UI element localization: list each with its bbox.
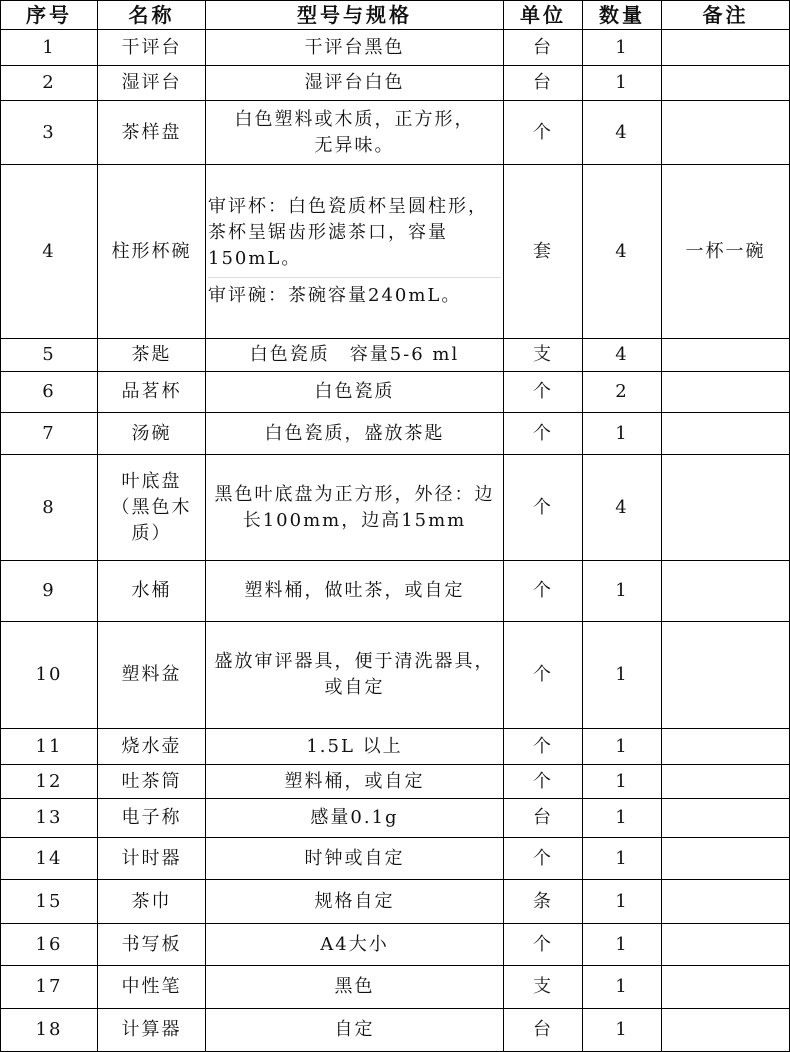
cell-qty: 1 bbox=[583, 561, 662, 622]
table-row bbox=[1, 66, 790, 101]
cell-qty: 4 bbox=[583, 101, 662, 165]
cell-note bbox=[662, 1009, 790, 1052]
cell-note bbox=[662, 799, 790, 838]
table-row bbox=[1, 372, 790, 413]
cell-no: 3 bbox=[1, 101, 98, 165]
cell-name: 电子称 bbox=[98, 799, 206, 838]
cell-unit: 个 bbox=[504, 101, 583, 165]
cell-qty: 1 bbox=[583, 30, 662, 66]
cell-unit: 个 bbox=[504, 372, 583, 413]
cell-spec: 自定 bbox=[206, 1009, 504, 1052]
cell-unit: 支 bbox=[504, 966, 583, 1009]
spec-cup: 审评杯：白色瓷质杯呈圆柱形，茶杯呈锯齿形滤茶口，容量150mL。 bbox=[208, 196, 488, 269]
header-note: 备注 bbox=[662, 1, 790, 30]
cell-name: 书写板 bbox=[98, 924, 206, 966]
cell-unit: 个 bbox=[504, 765, 583, 799]
cell-no: 16 bbox=[1, 924, 98, 966]
cell-qty: 4 bbox=[583, 339, 662, 372]
cell-spec: 1.5L 以上 bbox=[206, 729, 504, 765]
cell-unit: 个 bbox=[504, 455, 583, 561]
cell-unit: 个 bbox=[504, 622, 583, 729]
cell-qty: 1 bbox=[583, 765, 662, 799]
cell-spec bbox=[206, 165, 504, 339]
cell-no: 8 bbox=[1, 455, 98, 561]
cell-unit: 支 bbox=[504, 339, 583, 372]
cell-spec: 白色瓷质，盛放茶匙 bbox=[206, 413, 504, 455]
cell-name: 水桶 bbox=[98, 561, 206, 622]
cell-unit: 个 bbox=[504, 838, 583, 880]
cell-qty: 1 bbox=[583, 66, 662, 101]
cell-note bbox=[662, 924, 790, 966]
table-row bbox=[1, 101, 790, 165]
header-spec: 型号与规格 bbox=[206, 1, 504, 30]
cell-no: 2 bbox=[1, 66, 98, 101]
cell-unit: 个 bbox=[504, 561, 583, 622]
cell-note bbox=[662, 838, 790, 880]
table-row bbox=[1, 799, 790, 838]
cell-qty: 1 bbox=[583, 799, 662, 838]
cell-name: 叶底盘（黑色木质） bbox=[98, 455, 206, 561]
header-no: 序号 bbox=[1, 1, 98, 30]
cell-note bbox=[662, 339, 790, 372]
cell-qty: 1 bbox=[583, 729, 662, 765]
cell-note bbox=[662, 880, 790, 924]
table-row bbox=[1, 165, 790, 339]
cell-no: 13 bbox=[1, 799, 98, 838]
cell-note bbox=[662, 455, 790, 561]
header-name: 名称 bbox=[98, 1, 206, 30]
cell-note bbox=[662, 101, 790, 165]
cell-spec: 塑料桶，做吐茶，或自定 bbox=[206, 561, 504, 622]
cell-note bbox=[662, 729, 790, 765]
cell-name: 计时器 bbox=[98, 838, 206, 880]
cell-note bbox=[662, 413, 790, 455]
cell-spec: 白色瓷质 bbox=[206, 372, 504, 413]
cell-unit: 个 bbox=[504, 729, 583, 765]
cell-name: 吐茶筒 bbox=[98, 765, 206, 799]
cell-spec: 规格自定 bbox=[206, 880, 504, 924]
cell-qty: 1 bbox=[583, 622, 662, 729]
cell-name: 计算器 bbox=[98, 1009, 206, 1052]
cell-name: 汤碗 bbox=[98, 413, 206, 455]
cell-no: 5 bbox=[1, 339, 98, 372]
cell-no: 11 bbox=[1, 729, 98, 765]
cell-unit: 台 bbox=[504, 30, 583, 66]
cell-unit: 台 bbox=[504, 1009, 583, 1052]
cell-no: 1 bbox=[1, 30, 98, 66]
cell-unit: 个 bbox=[504, 413, 583, 455]
cell-spec: 黑色 bbox=[206, 966, 504, 1009]
table-row bbox=[1, 561, 790, 622]
cell-spec: 感量0.1g bbox=[206, 799, 504, 838]
cell-note: 一杯一碗 bbox=[662, 165, 790, 339]
cell-note bbox=[662, 372, 790, 413]
cell-spec: 时钟或自定 bbox=[206, 838, 504, 880]
cell-spec: 盛放审评器具，便于清洗器具，或自定 bbox=[206, 622, 504, 729]
table-row bbox=[1, 880, 790, 924]
cell-note bbox=[662, 765, 790, 799]
cell-no: 6 bbox=[1, 372, 98, 413]
cell-qty: 1 bbox=[583, 924, 662, 966]
table-row bbox=[1, 966, 790, 1009]
cell-note bbox=[662, 561, 790, 622]
table-row bbox=[1, 413, 790, 455]
cell-name: 茶巾 bbox=[98, 880, 206, 924]
cell-no: 17 bbox=[1, 966, 98, 1009]
cell-name: 烧水壶 bbox=[98, 729, 206, 765]
cell-spec: 白色塑料或木质，正方形，无异味。 bbox=[206, 101, 504, 165]
cell-note bbox=[662, 66, 790, 101]
cell-no: 10 bbox=[1, 622, 98, 729]
cell-name: 茶样盘 bbox=[98, 101, 206, 165]
cell-note bbox=[662, 966, 790, 1009]
cell-unit: 套 bbox=[504, 165, 583, 339]
table-row bbox=[1, 1009, 790, 1052]
cell-no: 18 bbox=[1, 1009, 98, 1052]
cell-note bbox=[662, 30, 790, 66]
cell-spec: 干评台黑色 bbox=[206, 30, 504, 66]
table-row bbox=[1, 339, 790, 372]
cell-note bbox=[662, 622, 790, 729]
cell-no: 15 bbox=[1, 880, 98, 924]
cell-spec: A4大小 bbox=[206, 924, 504, 966]
cell-spec: 白色瓷质 容量5-6 ml bbox=[206, 339, 504, 372]
cell-no: 9 bbox=[1, 561, 98, 622]
cell-qty: 2 bbox=[583, 372, 662, 413]
spec-bowl: 审评碗：茶碗容量240mL。 bbox=[208, 277, 501, 309]
header-qty: 数量 bbox=[583, 1, 662, 30]
table-row bbox=[1, 924, 790, 966]
cell-spec: 湿评台白色 bbox=[206, 66, 504, 101]
cell-name: 茶匙 bbox=[98, 339, 206, 372]
cell-unit: 台 bbox=[504, 799, 583, 838]
cell-no: 4 bbox=[1, 165, 98, 339]
cell-spec: 黑色叶底盘为正方形，外径：边长100mm，边高15mm bbox=[206, 455, 504, 561]
table-row bbox=[1, 765, 790, 799]
cell-qty: 4 bbox=[583, 165, 662, 339]
cell-qty: 1 bbox=[583, 880, 662, 924]
cell-name: 柱形杯碗 bbox=[98, 165, 206, 339]
cell-name: 中性笔 bbox=[98, 966, 206, 1009]
cell-qty: 1 bbox=[583, 1009, 662, 1052]
cell-no: 7 bbox=[1, 413, 98, 455]
cell-qty: 1 bbox=[583, 838, 662, 880]
table-row bbox=[1, 729, 790, 765]
cell-name: 品茗杯 bbox=[98, 372, 206, 413]
cell-name: 干评台 bbox=[98, 30, 206, 66]
header-row bbox=[1, 1, 790, 30]
cell-name: 湿评台 bbox=[98, 66, 206, 101]
cell-no: 14 bbox=[1, 838, 98, 880]
cell-unit: 条 bbox=[504, 880, 583, 924]
table-row bbox=[1, 838, 790, 880]
cell-spec: 塑料桶，或自定 bbox=[206, 765, 504, 799]
cell-qty: 1 bbox=[583, 413, 662, 455]
cell-no: 12 bbox=[1, 765, 98, 799]
header-unit: 单位 bbox=[504, 1, 583, 30]
cell-name: 塑料盆 bbox=[98, 622, 206, 729]
table-row bbox=[1, 455, 790, 561]
table-row bbox=[1, 622, 790, 729]
cell-qty: 4 bbox=[583, 455, 662, 561]
cell-unit: 个 bbox=[504, 924, 583, 966]
cell-unit: 台 bbox=[504, 66, 583, 101]
cell-qty: 1 bbox=[583, 966, 662, 1009]
table-row bbox=[1, 30, 790, 66]
